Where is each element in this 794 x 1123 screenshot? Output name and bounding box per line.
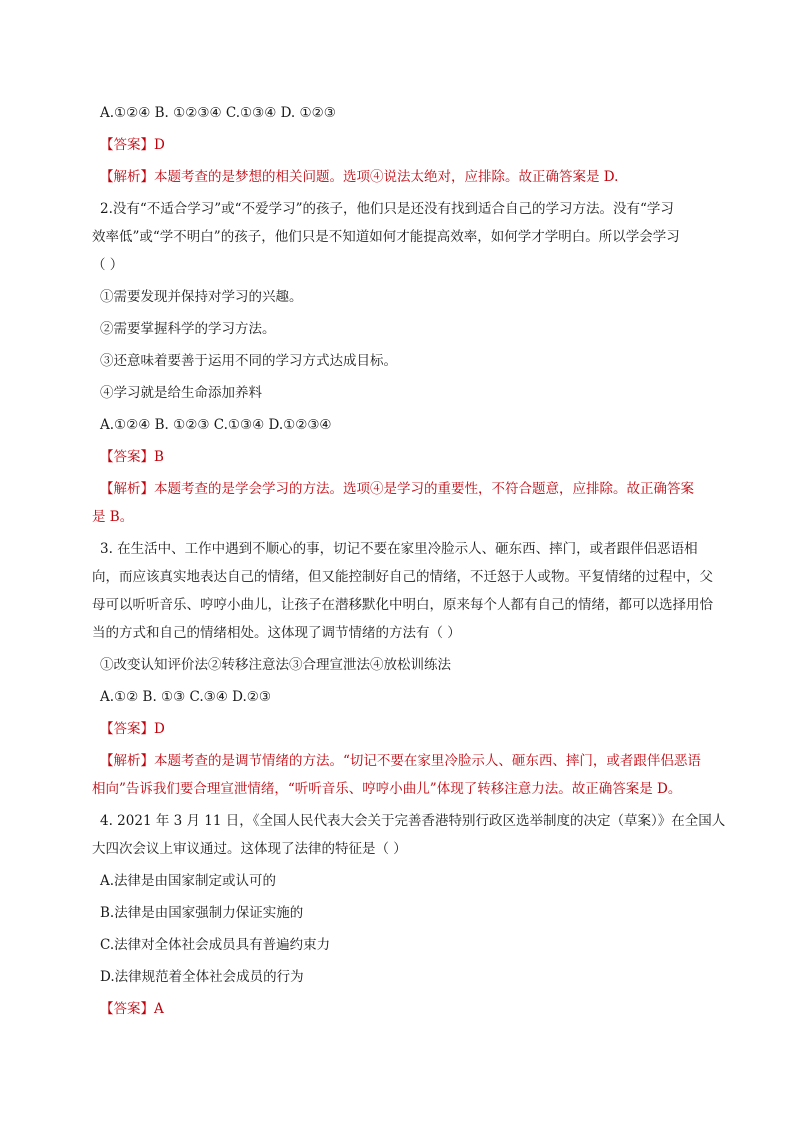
q1-analysis-text: 本题考查的是梦想的相关问题。选项④说法太绝对，应排除。故正确答案是 D. [154,169,619,185]
q3-stem-line-1: 3. 在生活中、工作中遇到不顺心的事，切记不要在家里冷脸示人、砸东西、摔门，或者跟伴侣恶语相 [100,541,698,557]
q3-answer-value: D [154,721,165,737]
q3-answer-label: 【答案】 [100,721,154,737]
q2-analysis-label: 【解析】 [100,481,154,497]
q1-analysis-label: 【解析】 [100,169,154,185]
q3-analysis [100,750,701,772]
q2-item-3: ③还意味着要善于运用不同的学习方式达成目标。 [100,353,397,369]
q2-item-1: ①需要发现并保持对学习的兴趣。 [100,289,303,305]
q3-options: A.①② B. ①③ C.③④ D.②③ [100,689,272,705]
q2-analysis-line-2: 是 B。 [92,509,134,525]
q1-answer-label: 【答案】 [100,137,154,153]
q1-answer-value: D [154,137,165,153]
q4-answer [100,998,695,1020]
q3-analysis-line-2: 相向”告诉我们要合理宣泄情绪，“听听音乐、哼哼小曲儿”体现了转移注意力法。故正确答案是 D。 [92,781,682,797]
q3-stem-line-2: 向，而应该真实地表达自己的情绪，但又能控制好自己的情绪，不迁怒于人或物。平复情绪的过程中，父 [92,569,713,585]
q2-stem-line-3: （ ） [92,257,124,273]
q4-option-c: C.法律对全体社会成员具有普遍约束力 [100,937,331,953]
q1-options: A.①②④ B. ①②③④ C.①③④ D. ①②③ [100,105,336,121]
q2-analysis [100,478,695,500]
q1-answer [100,134,695,156]
q4-option-a: A.法律是由国家制定或认可的 [100,873,277,889]
q4-option-b: B.法律是由国家强制力保证实施的 [100,905,304,921]
q3-analysis-label: 【解析】 [100,753,154,769]
q3-stem-line-3: 母可以听听音乐、哼哼小曲儿，让孩子在潜移默化中明白，原来每个人都有自己的情绪，都可以选择用恰 [92,597,713,613]
q4-stem-line-2: 大四次会议上审议通过。这体现了法律的特征是（ ） [92,841,407,857]
q3-stem-line-4: 当的方式和自己的情绪相处。这体现了调节情绪的方法有（ ） [92,625,461,641]
q1-analysis [100,166,695,188]
q3-items: ①改变认知评价法②转移注意法③合理宣泄法④放松训练法 [100,657,451,673]
document-content [92,102,726,1030]
q3-analysis-line-1: 本题考查的是调节情绪的方法。“切记不要在家里冷脸示人、砸东西、摔门，或者跟伴侣恶语 [154,753,701,769]
q2-item-4: ④学习就是给生命添加养料 [100,385,262,401]
q4-answer-value: A [154,1001,164,1017]
q2-answer [100,446,695,468]
q4-stem-line-1: 4. 2021 年 3 月 11 日，《全国人民代表大会关于完善香港特别行政区选举制度的决定（草案）》在全国人 [100,813,726,829]
q2-answer-value: B [154,449,164,465]
q3-answer [100,718,695,740]
q2-answer-label: 【答案】 [100,449,154,465]
q2-item-2: ②需要掌握科学的学习方法。 [100,321,276,337]
q2-stem-line-2: 效率低”或“学不明白”的孩子，他们只是不知道如何才能提高效率，如何学才学明白。所以学会学习 [92,229,680,245]
q2-analysis-line-1: 本题考查的是学会学习的方法。选项④是学习的重要性，不符合题意，应排除。故正确答案 [154,481,694,497]
q4-option-d: D.法律规范着全体社会成员的行为 [100,969,304,985]
q4-answer-label: 【答案】 [100,1001,154,1017]
q2-options: A.①②④ B. ①②③ C.①③④ D.①②③④ [100,417,332,433]
q2-stem-line-1: 2.没有“不适合学习”或“不爱学习”的孩子，他们只是还没有找到适合自己的学习方法。没有“学习 [100,201,674,217]
